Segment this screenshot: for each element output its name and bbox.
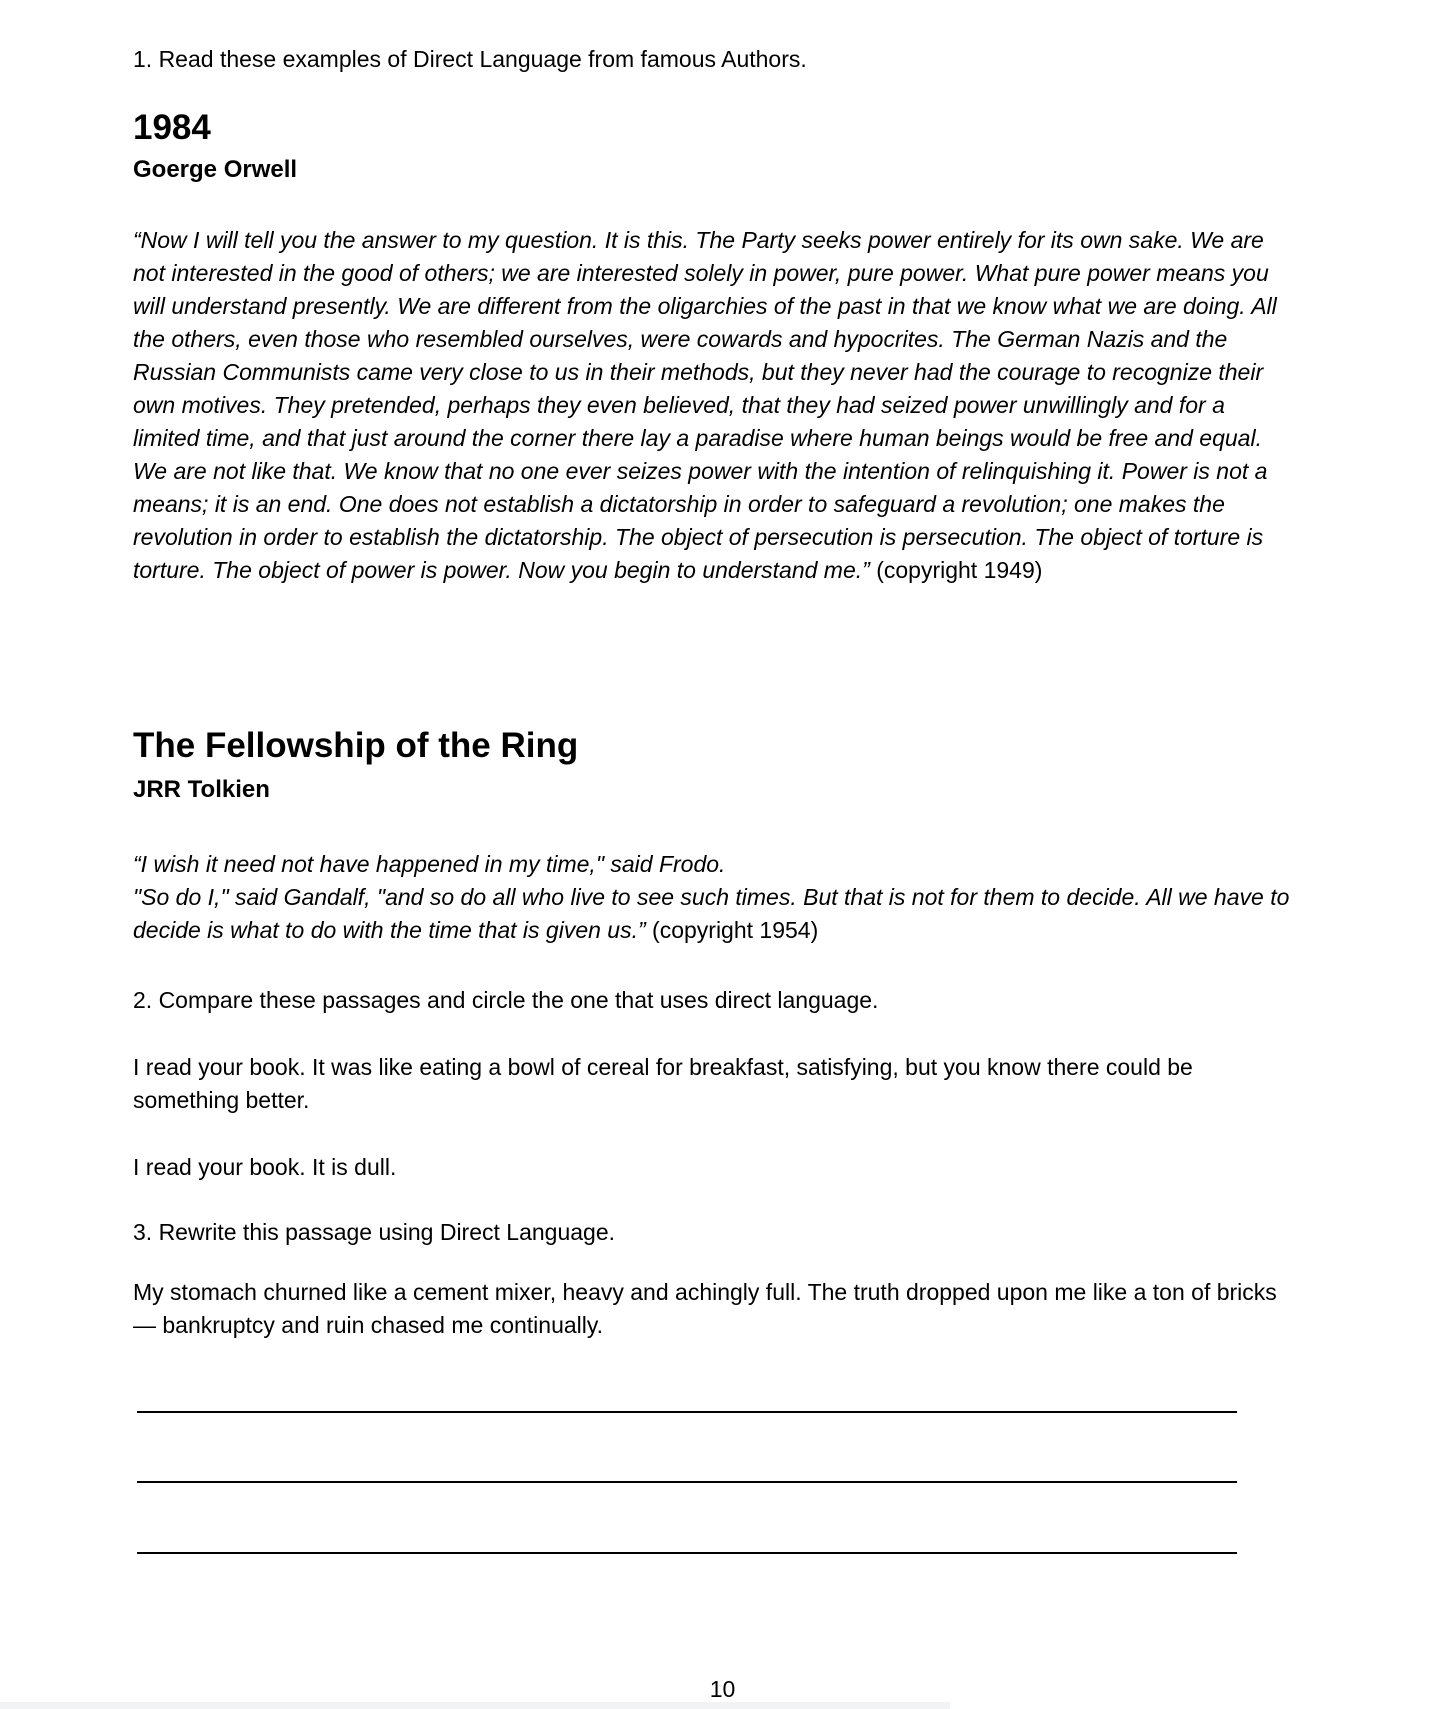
author-name-tolkien: JRR Tolkien: [133, 776, 270, 803]
page-number: 10: [709, 1676, 736, 1702]
author-name-orwell: Goerge Orwell: [133, 156, 298, 183]
answer-line-1: [137, 1411, 1237, 1413]
instruction-item-3: 3. Rewrite this passage using Direct Language.: [133, 1219, 616, 1245]
page-bottom-edge: [0, 1702, 950, 1709]
comparison-passage-2: I read your book. It is dull.: [133, 1154, 397, 1180]
rewrite-source-passage: My stomach churned like a cement mixer, heavy and achingly full. The truth dropped upon me like a ton of bricks— bankruptcy and ruin chased me continually.: [133, 1279, 1277, 1338]
answer-line-3: [137, 1552, 1237, 1554]
book-title-fellowship: The Fellowship of the Ring: [133, 726, 579, 765]
quote-line-frodo: “I wish it need not have happened in my time," said Frodo.: [133, 851, 726, 877]
instruction-item-1: 1. Read these examples of Direct Language from famous Authors.: [133, 46, 807, 72]
copyright-note-1954: (copyright 1954): [652, 917, 819, 943]
book-title-1984: 1984: [133, 108, 211, 147]
copyright-note-1949: (copyright 1949): [876, 557, 1043, 583]
quote-line-gandalf: "So do I," said Gandalf, "and so do all who live to see such times. But that is not for them to decide. All we have to decide is what to do with the time that is given us.”: [133, 884, 1290, 943]
comparison-passage-1: I read your book. It was like eating a bowl of cereal for breakfast, satisfying, but you know there could be something better.: [133, 1054, 1193, 1113]
instruction-item-2: 2. Compare these passages and circle the one that uses direct language.: [133, 987, 879, 1013]
excerpt-quote-1984: [133, 224, 1293, 587]
excerpt-quote-fellowship: [133, 848, 1293, 947]
answer-line-2: [137, 1481, 1237, 1483]
quote-text-1984: “Now I will tell you the answer to my question. It is this. The Party seeks power entirely for its own sake. We are not interested in the good of others; we are interested solely in power, pure power. What pure power means you will understand presently. We are different from the oligarchies of the past in that we know what we are doing. All the others, even those who resembled ourselves, were cowards and hypocrites. The German Nazis and the Russian Communists came very close to us in their methods, but they never had the courage to recognize their own motives. They pretended, perhaps they even believed, that they had seized power unwillingly and for a limited time, and that just around the corner there lay a paradise where human beings would be free and equal. We are not like that. We know that no one ever seizes power with the intention of relinquishing it. Power is not a means; it is an end. One does not establish a dictatorship in order to safeguard a revolution; one makes the revolution in order to establish the dictatorship. The object of persecution is persecution. The object of torture is torture. The object of power is power. Now you begin to understand me.”: [133, 227, 1277, 583]
